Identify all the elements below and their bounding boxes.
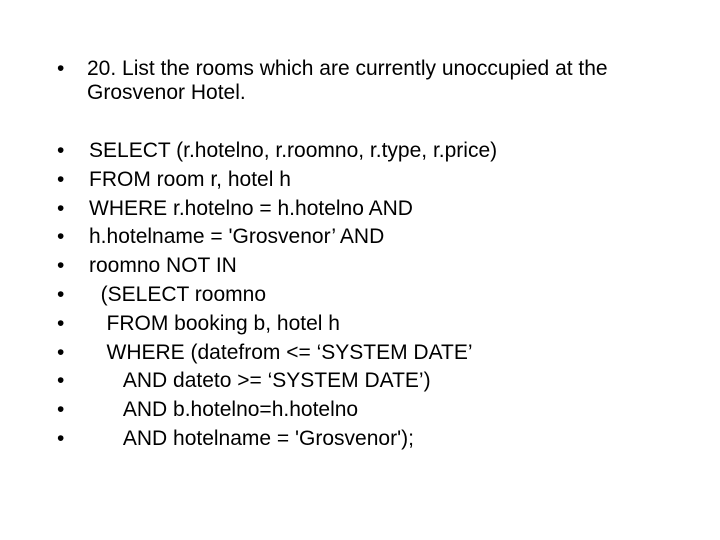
sql-line — [57, 367, 677, 396]
sql-line-text: h.hotelname = 'Grosvenor’ AND — [89, 225, 385, 249]
sql-line — [57, 137, 677, 166]
bullet-icon: • — [57, 196, 65, 220]
bullet-icon: • — [57, 311, 65, 335]
bullet-icon: • — [57, 398, 65, 422]
sql-line-text: SELECT (r.hotelno, r.roomno, r.type, r.price) — [89, 139, 498, 162]
sql-line — [57, 166, 677, 195]
sql-line — [57, 339, 677, 368]
sql-line-text: WHERE r.hotelno = h.hotelno AND — [89, 196, 413, 220]
sql-line — [57, 195, 677, 224]
sql-line — [57, 223, 677, 252]
bullet-icon: • — [57, 369, 65, 393]
sql-line-text: (SELECT roomno — [89, 282, 267, 306]
bullet-icon: • — [57, 426, 65, 450]
bullet-icon: • — [57, 282, 65, 306]
sql-line — [57, 252, 677, 281]
question-text: 20. List the rooms which are currently unoccupied at the Grosvenor Hotel. — [87, 57, 608, 104]
bullet-icon: • — [57, 57, 65, 80]
sql-line-text: roomno NOT IN — [89, 254, 237, 278]
sql-line — [57, 310, 677, 339]
bullet-icon: • — [57, 225, 65, 249]
bullet-icon: • — [57, 167, 65, 191]
sql-line-text: FROM booking b, hotel h — [89, 311, 340, 335]
bullet-icon: • — [57, 340, 65, 364]
sql-line — [57, 281, 677, 310]
sql-line-text: AND b.hotelno=h.hotelno — [89, 398, 359, 422]
bullet-icon: • — [57, 139, 65, 162]
sql-code-list — [57, 137, 677, 454]
sql-line — [57, 425, 677, 454]
sql-line-text: WHERE (datefrom <= ‘SYSTEM DATE’ — [89, 340, 473, 364]
sql-line — [57, 396, 677, 425]
question-item — [57, 57, 677, 105]
sql-line-text: FROM room r, hotel h — [89, 167, 291, 191]
bullet-icon: • — [57, 254, 65, 278]
sql-line-text: AND hotelname = 'Grosvenor'); — [89, 426, 414, 450]
sql-line-text: AND dateto >= ‘SYSTEM DATE’) — [89, 369, 431, 393]
